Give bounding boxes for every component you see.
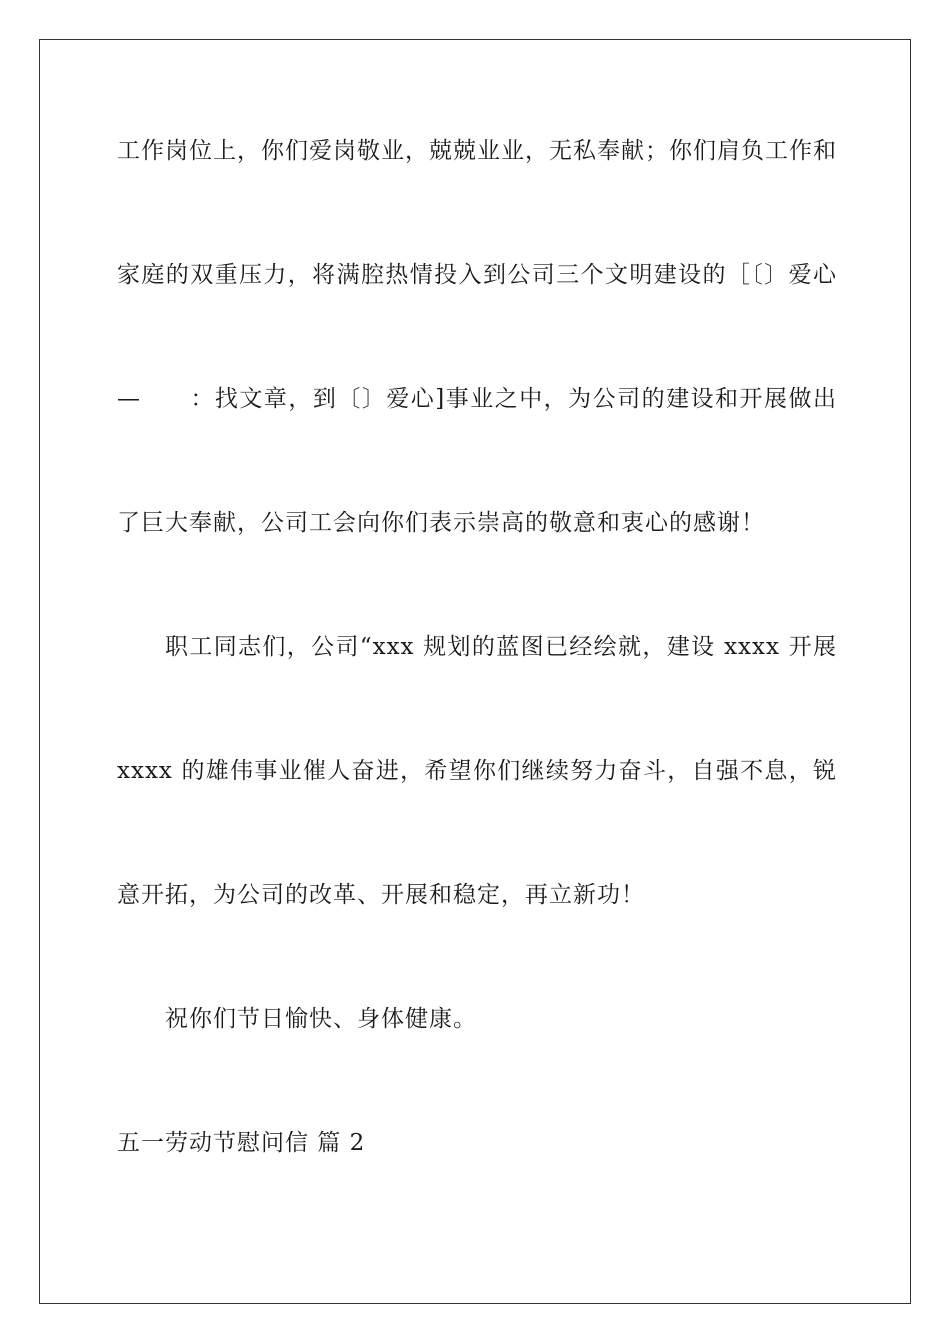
text-line: xxxx 的雄伟事业催人奋进，希望你们继续努力奋斗，自强不息，锐 — [117, 758, 837, 784]
page-frame — [39, 39, 911, 1304]
text-line: — ：找文章，到〔〕爱心]事业之中，为公司的建设和开展做出 — [117, 386, 837, 412]
paragraph-start-line: 职工同志们，公司“xxx 规划的蓝图已经绘就，建设 xxxx 开展 — [165, 634, 837, 660]
text-line: 了巨大奉献，公司工会向你们表示崇高的敬意和衷心的感谢！ — [117, 510, 765, 536]
section-heading: 五一劳动节慰问信 篇 2 — [117, 1130, 366, 1156]
text-line: 意开拓，为公司的改革、开展和稳定，再立新功！ — [117, 882, 645, 908]
text-line: 工作岗位上，你们爱岗敬业，兢兢业业，无私奉献；你们肩负工作和 — [117, 138, 837, 164]
text-line: 家庭的双重压力，将满腔热情投入到公司三个文明建设的［〔〕爱心 — [117, 262, 837, 288]
closing-greeting: 祝你们节日愉快、身体健康。 — [165, 1006, 477, 1032]
